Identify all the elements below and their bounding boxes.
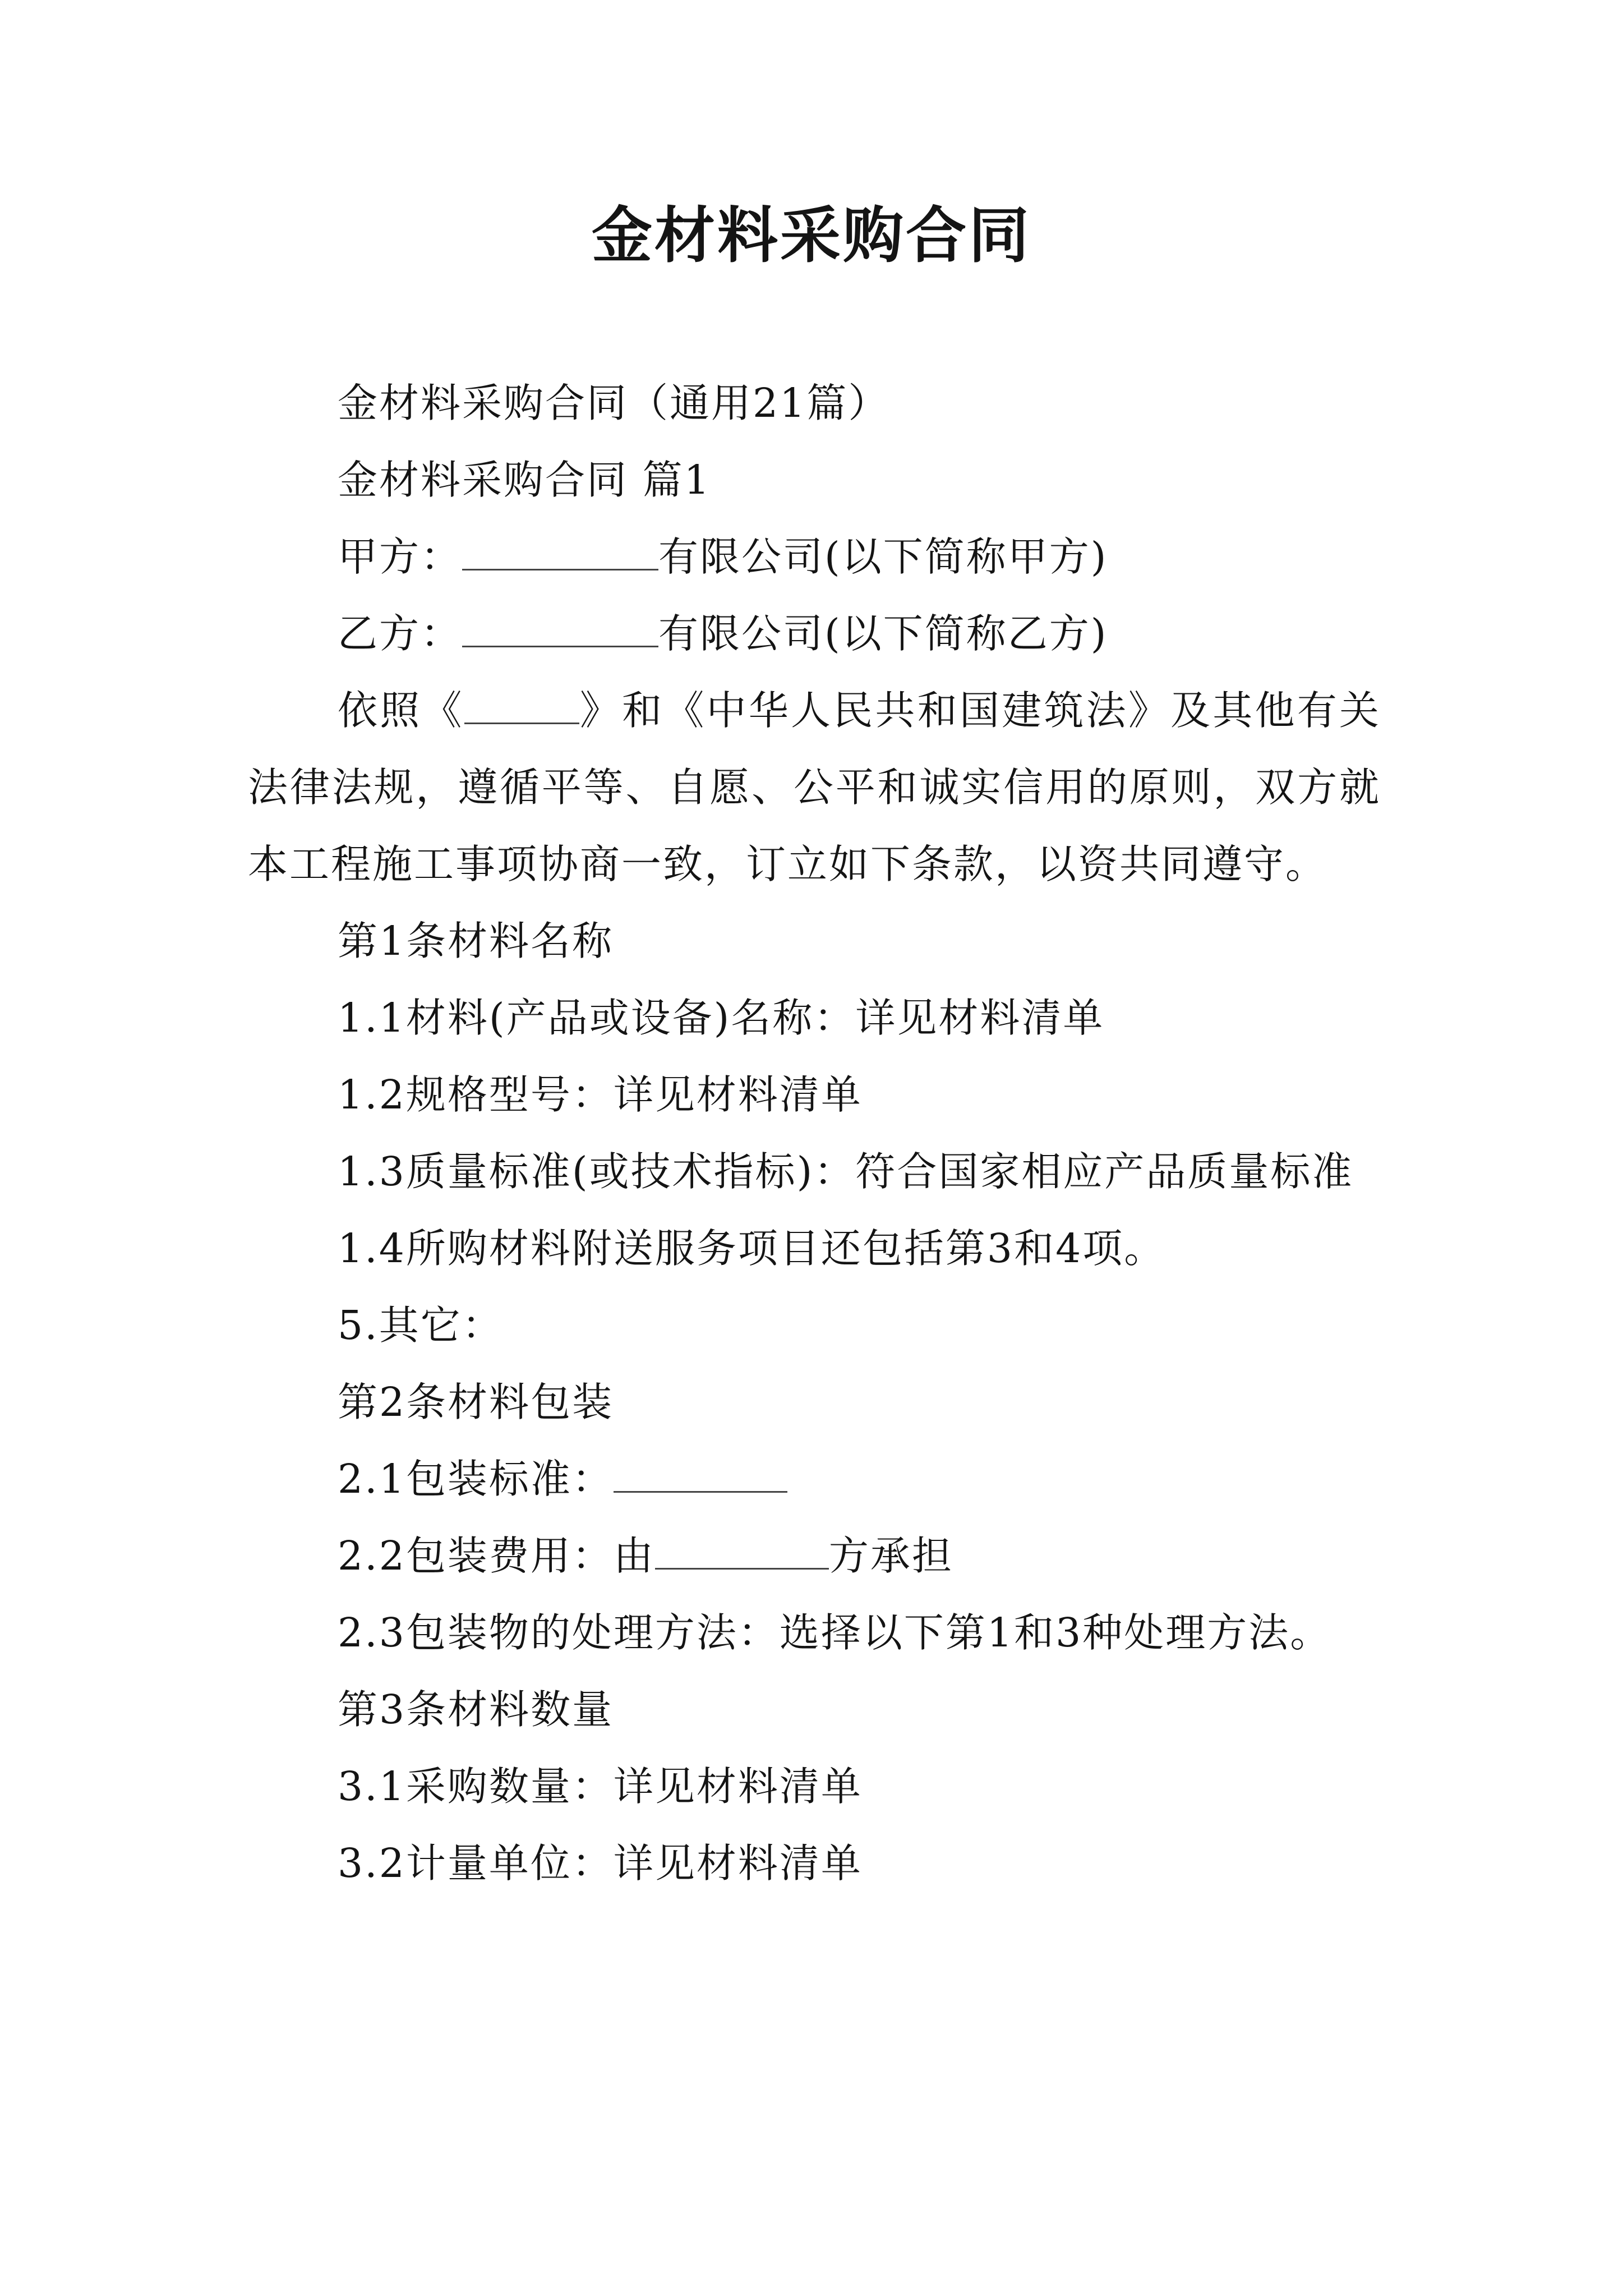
intro-prefix: 依照《 [338,687,464,734]
article1-item1: 1.1材料(产品或设备)名称：详见材料清单 [338,995,1105,1041]
article1-item3: 1.3质量标准(或技术指标)：符合国家相应产品质量标准 [338,1148,1354,1195]
intro-paragraph [248,672,1381,903]
article1-item2: 1.2规格型号：详见材料清单 [338,1071,863,1118]
article1-heading: 第1条材料名称 [338,918,614,964]
party-b-line [248,595,1381,672]
article2-item2-suffix: 方承担 [828,1533,953,1579]
article2-item3: 2.3包装物的处理方法：选择以下第1和3种处理方法。 [338,1609,1332,1656]
article1-item5: 5.其它： [338,1302,504,1349]
party-a-line [248,518,1381,595]
document-body [248,365,1381,1902]
subtitle: 金材料采购合同（通用21篇） [338,380,890,426]
section-heading: 金材料采购合同 篇1 [338,457,711,503]
party-b-prefix: 乙方： [338,610,463,657]
article3-heading: 第3条材料数量 [338,1686,614,1733]
article2-heading: 第2条材料包装 [338,1379,614,1425]
article2-item2-prefix: 2.2包装费用：由 [338,1533,655,1579]
party-a-prefix: 甲方： [338,533,463,580]
article1-item4: 1.4所购材料附送服务项目还包括第3和4项。 [338,1225,1166,1272]
packaging-cost-blank [655,1532,829,1570]
article3-item2: 3.2计量单位：详见材料清单 [338,1840,863,1887]
article2-item2 [248,1517,1381,1594]
article3-item1: 3.1采购数量：详见材料清单 [338,1763,863,1810]
party-a-suffix: 有限公司(以下简称甲方) [658,533,1108,580]
article2-item1-prefix: 2.1包装标准： [338,1456,614,1502]
party-b-blank [462,610,658,647]
party-b-suffix: 有限公司(以下简称乙方) [658,610,1108,657]
packaging-standard-blank [614,1455,787,1493]
party-a-blank [462,533,658,570]
article2-item1 [248,1441,1381,1517]
document-title: 金材料采购合同 [591,200,1031,271]
intro-law-blank [464,687,579,724]
intro-suffix: 》和《中华人民共和国建筑法》及其他有关法律法规，遵循平等、自愿、公平和诚实信用的原则，双方就本工程施工事项协商一致，订立如下条款，以资共同遵守。 [248,687,1381,887]
